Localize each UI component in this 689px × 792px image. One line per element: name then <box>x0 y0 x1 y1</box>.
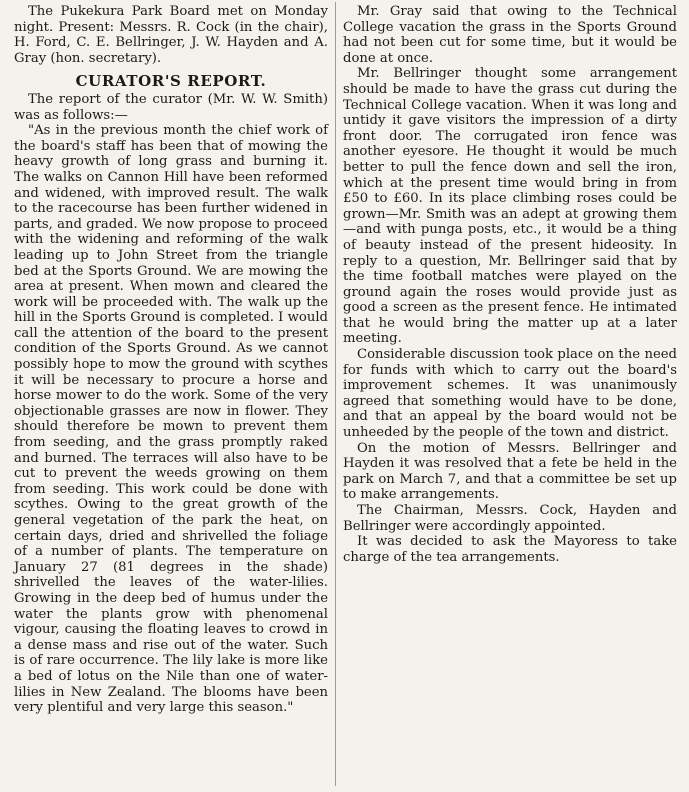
mayoress-paragraph: It was decided to ask the Mayoress to take charge of the tea arrangements. <box>343 534 677 565</box>
report-intro-paragraph: The report of the curator (Mr. W. W. Smith) was as follows:— <box>14 91 328 123</box>
gray-paragraph: Mr. Gray said that owing to the Technical College vacation the grass in the Sports Ground had not been cut for some time, but it would be done at once. <box>343 4 677 66</box>
motion-paragraph: On the motion of Messrs. Bellringer and Hayden it was resolved that a fete be held in the park on March 7, and that a committee be set up to make arrangements. <box>343 440 677 503</box>
section-heading: CURATOR'S REPORT. <box>75 72 267 91</box>
curator-report-paragraph: "As in the previous month the chief work of the board's staff has been that of mowing the heavy growth of long grass and burning it. The walks on Cannon Hill have been reformed and widened, with improved result. The walk to the racecourse has been further widened in parts, and graded. We now propose to proceed with the widening and reforming of the walk leading up to John Street from the triangle bed at the Sports Ground. We are mowing the area at present. When mown and cleared the work will be proceeded with. The walk up the hill in the Sports Ground is completed. I would call the attention of the board to the present condition of the Sports Ground. As we cannot possibly hope to mow the ground with scythes it will be necessary to procure a horse and horse mower to do the work. Some of the very objectionable grasses are now in flower. They should therefore be mown to prevent them from seeding, and the grass promptly raked and burned. The terraces will also have to be cut to prevent the weeds growing on them from seeding. This work could be done with scythes. Owing to the great growth of the general vegetation of the park the heat, on certain days, dried and shrivelled the foliage of a number of plants. The temperature on January 27 (81 degrees in the shade) shrivelled the leaves of the water-lilies. Growing in the deep bed of humus under the water the plants grow with phenomenal vigour, causing the floating leaves to crowd in a dense mass and rise out of the water. Such is of rare occurrence. The lily lake is more like a bed of lotus on the Nile than one of water-lilies in New Zealand. The blooms have been very plentiful and very large this season." <box>14 123 328 716</box>
discussion-paragraph: Considerable discussion took place on the need for funds with which to carry out the board's improvement schemes. It was unanimously agreed that something would have to be done, and that an appeal by the board would not be unheeded by the people of the town and district. <box>343 347 677 441</box>
right-column <box>343 4 677 565</box>
bellringer-paragraph: Mr. Bellringer thought some arrangement should be made to have the grass cut during the Technical College vacation. When it was long and untidy it gave visitors the impression of a dirty front door. The corrugated iron fence was another eyesore. He thought it would be much better to pull the fence down and sell the iron, which at the present time would bring in from £50 to £60. In its place climbing roses could be grown—Mr. Smith was an adept at growing them—and with punga posts, etc., it would be a thing of beauty instead of the present hideosity. In reply to a question, Mr. Bellringer said that by the time football matches were played on the ground again the roses would provide just as good a screen as the present fence. He intimated that he would bring the matter up at a later meeting. <box>343 66 677 347</box>
meeting-attendance-paragraph: The Pukekura Park Board met on Monday night. Present: Messrs. R. Cock (in the chair), H. Ford, C. E. Bellringer, J. W. Hayden and A. Gray (hon. secretary). <box>14 4 328 66</box>
column-divider <box>335 2 336 786</box>
appointment-paragraph: The Chairman, Messrs. Cock, Hayden and Bellringer were accordingly appointed. <box>343 503 677 534</box>
left-column <box>14 4 328 716</box>
